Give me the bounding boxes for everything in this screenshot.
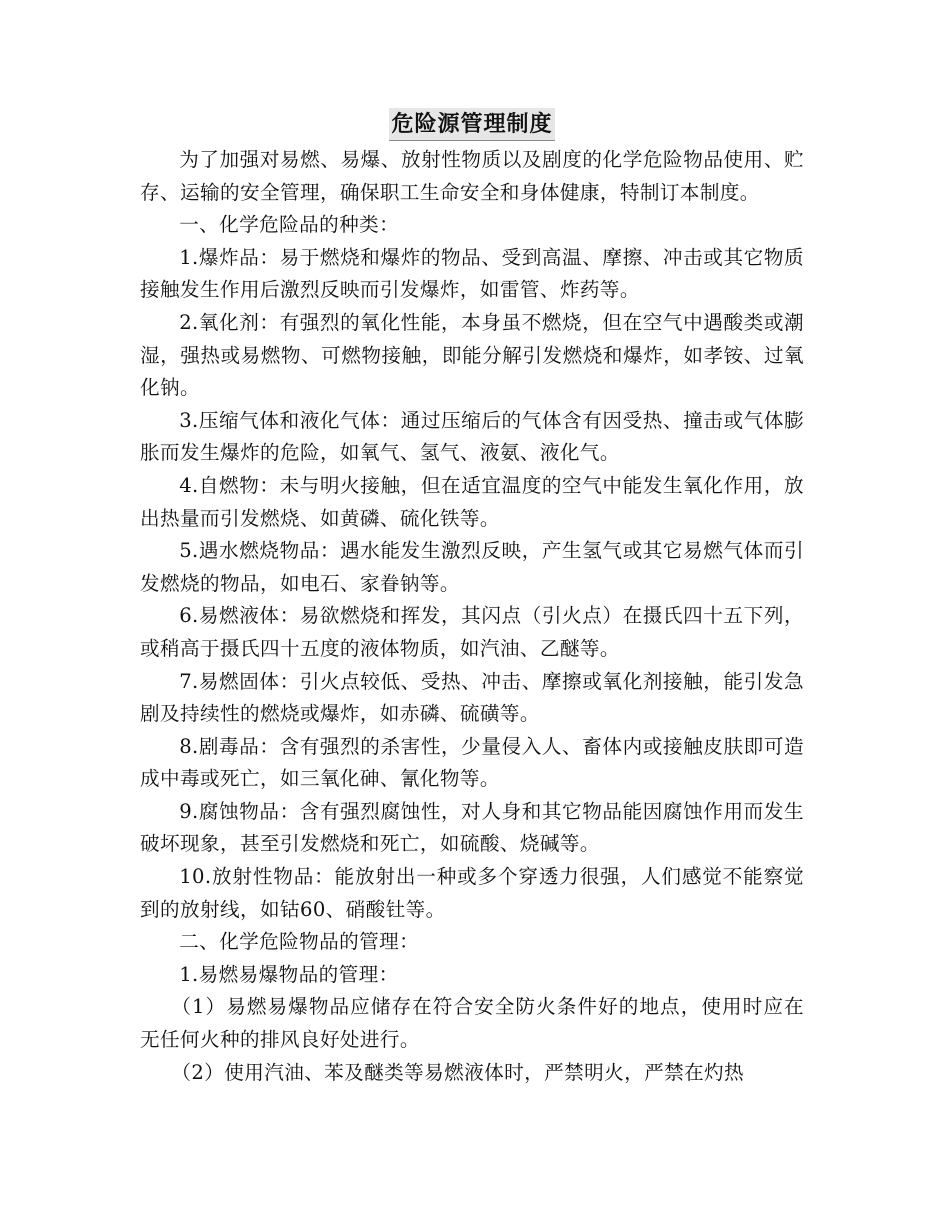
list-item-5: 5.遇水燃烧物品：遇水能发生激烈反映，产生氢气或其它易燃气体而引发燃烧的物品，如电石、家眷钠等。 xyxy=(140,539,804,595)
list-item-8: 8.剧毒品：含有强烈的杀害性，少量侵入人、畜体内或接触皮肤即可造成中毒或死亡，如三氧化砷、氰化物等。 xyxy=(140,734,804,791)
subsection-heading-1: 1.易燃易爆物品的管理： xyxy=(179,962,399,986)
list-item-3: 3.压缩气体和液化气体：通过压缩后的气体含有因受热、撞击或气体膨胀而发生爆炸的危险，如氧气、氢气、液氨、液化气。 xyxy=(140,408,804,465)
list-item-4: 4.自燃物：未与明火接触，但在适宜温度的空气中能发生氧化作用，放出热量而引发燃烧、如黄磷、硫化铁等。 xyxy=(140,473,804,530)
list-item-7: 7.易燃固体：引火点较低、受热、冲击、摩擦或氧化剂接触，能引发急剧及持续性的燃烧或爆炸，如赤磷、硫磺等。 xyxy=(140,669,804,726)
document-page xyxy=(140,108,804,1089)
intro-paragraph: 为了加强对易燃、易爆、放射性物质以及剧度的化学危险物品使用、贮存、运输的安全管理，确保职工生命安全和身体健康，特制订本制度。 xyxy=(140,148,804,204)
list-item-10: 10.放射性物品：能放射出一种或多个穿透力很强，人们感觉不能察觉到的放射线，如钴60、硝酸钍等。 xyxy=(140,865,804,921)
sub-item-1: （1）易燃易爆物品应储存在符合安全防火条件好的地点，使用时应在无任何火种的排风良好处进行。 xyxy=(140,995,804,1052)
list-item-1: 1.爆炸品：易于燃烧和爆炸的物品、受到高温、摩擦、冲击或其它物质接触发生作用后激烈反映而引发爆炸，如雷管、炸药等。 xyxy=(140,245,804,302)
section-heading-1: 一、化学危险品的种类： xyxy=(179,213,400,237)
title-container xyxy=(140,108,804,142)
sub-item-2: （2）使用汽油、苯及醚类等易燃液体时，严禁明火，严禁在灼热 xyxy=(171,1060,745,1084)
document-title: 危险源管理制度 xyxy=(389,108,554,141)
section-heading-2: 二、化学危险物品的管理： xyxy=(179,930,420,954)
list-item-6: 6.易燃液体：易欲燃烧和挥发，其闪点（引火点）在摄氏四十五下列，或稍高于摄氏四十五度的液体物质，如汽油、乙醚等。 xyxy=(140,604,804,660)
list-item-2: 2.氧化剂：有强烈的氧化性能，本身虽不燃烧，但在空气中遇酸类或潮湿，强热或易燃物、可燃物接触，即能分解引发燃烧和爆炸，如孝铵、过氧化钠。 xyxy=(140,310,804,400)
list-item-9: 9.腐蚀物品：含有强烈腐蚀性，对人身和其它物品能因腐蚀作用而发生破坏现象，甚至引发燃烧和死亡，如硫酸、烧碱等。 xyxy=(140,799,804,856)
